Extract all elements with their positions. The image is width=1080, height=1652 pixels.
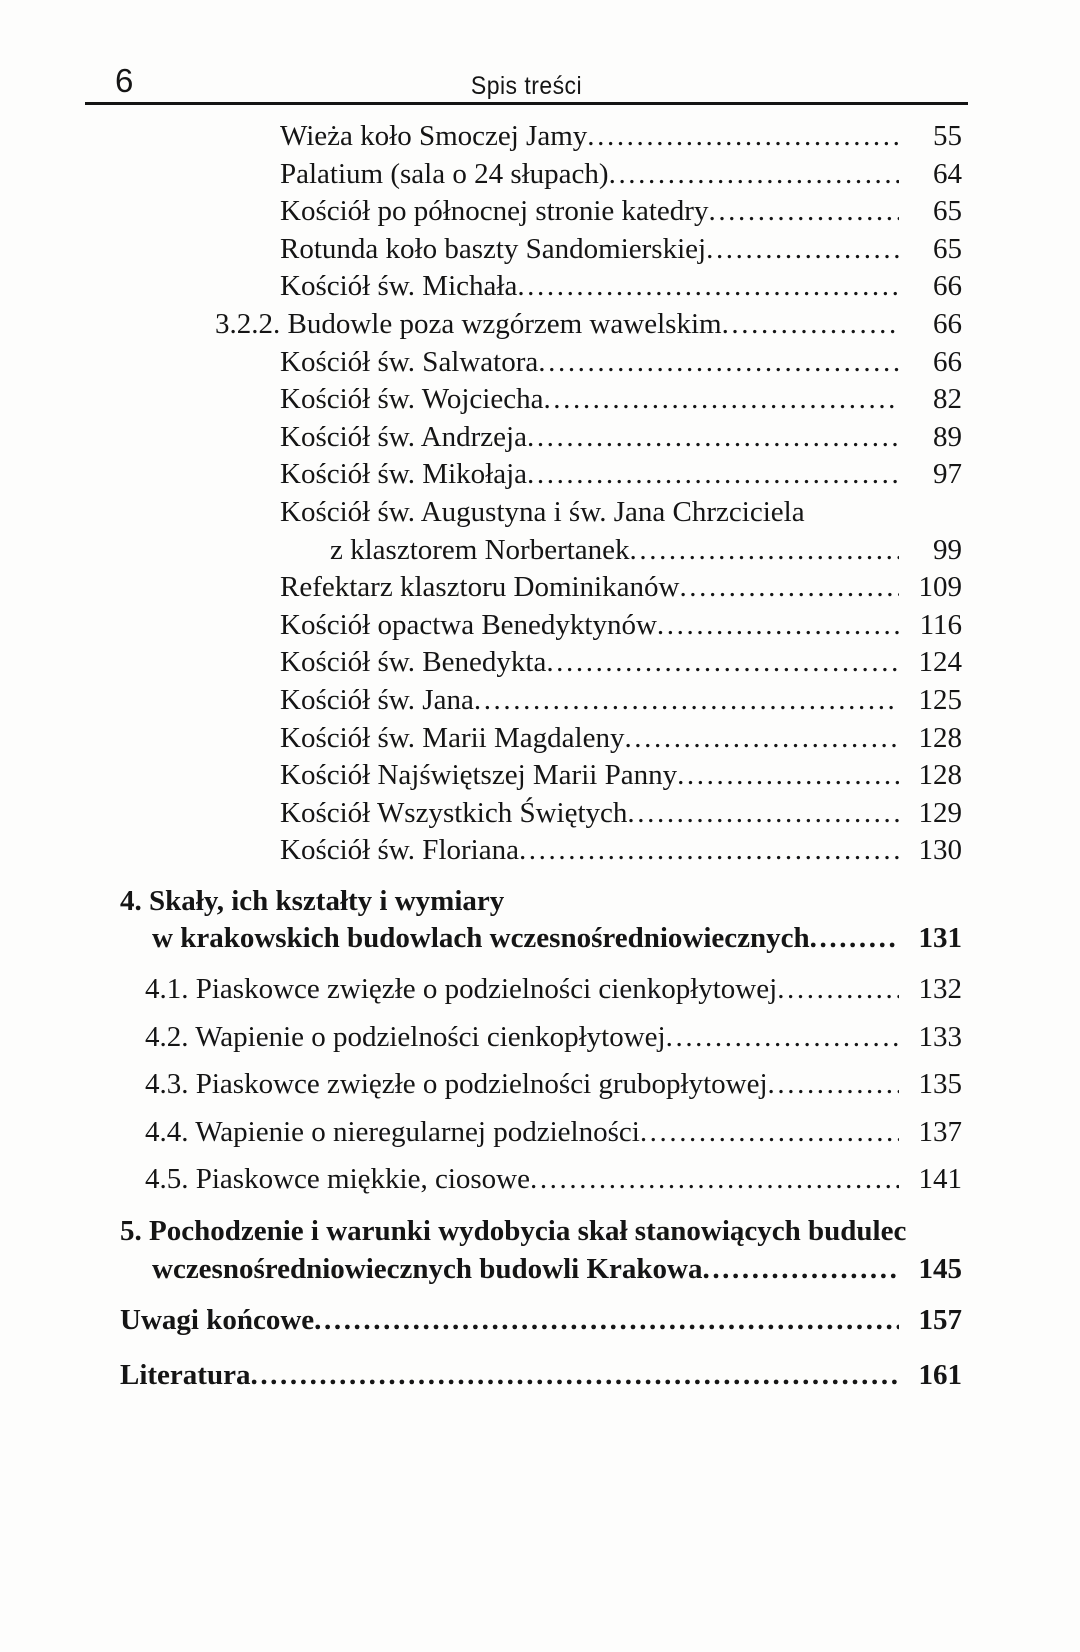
toc-entry — [215, 306, 962, 344]
dot-leader — [630, 532, 899, 570]
toc-entry-label: Kościół św. Mikołaja — [280, 458, 528, 491]
toc-entry — [280, 757, 962, 795]
toc-entry-page: 130 — [918, 834, 962, 867]
dot-leader — [640, 1114, 899, 1152]
toc-entry-page: 132 — [918, 973, 962, 1006]
dot-leader — [546, 644, 899, 682]
toc-entry-page: 128 — [918, 721, 962, 754]
dot-leader — [666, 1019, 899, 1057]
dot-leader — [519, 832, 899, 870]
toc-entry-label: Rotunda koło baszty Sandomierskiej — [280, 232, 707, 265]
toc-entry — [145, 1161, 962, 1199]
toc-entry — [280, 494, 962, 532]
dot-leader — [587, 118, 899, 156]
toc-entry — [145, 1066, 962, 1104]
toc-entry-page: 116 — [919, 608, 962, 641]
toc-entry-label: Kościół św. Andrzeja — [280, 420, 527, 453]
toc-entry-label: Kościół św. Marii Magdaleny — [280, 721, 625, 754]
toc-entry-label: wczesnośredniowiecznych budowli Krakowa — [152, 1252, 703, 1285]
toc-entry-label: Refektarz klasztoru Dominikanów — [280, 571, 680, 604]
toc-entry-page: 65 — [933, 232, 962, 265]
dot-leader — [538, 344, 899, 382]
toc-entry — [280, 118, 962, 156]
dot-leader — [474, 682, 899, 720]
toc-entry — [145, 971, 962, 1009]
toc-entry — [280, 268, 962, 306]
running-title: Spis treści — [470, 72, 583, 100]
toc-entry-label: z klasztorem Norbertanek — [330, 533, 630, 566]
toc-entry-page: 133 — [918, 1020, 962, 1053]
toc-entry — [280, 156, 962, 194]
toc-entry-page: 157 — [918, 1304, 962, 1337]
toc-entry-page: 89 — [933, 420, 962, 453]
toc-entry-page: 65 — [933, 195, 962, 228]
toc-entry-label: Kościół św. Jana — [280, 683, 474, 716]
toc-entry-page: 66 — [933, 345, 962, 378]
dot-leader — [777, 971, 899, 1009]
toc-section-heading-line2 — [152, 920, 962, 958]
dot-leader — [609, 156, 899, 194]
toc-section-heading — [120, 1302, 962, 1340]
toc-entry-page: 125 — [918, 683, 962, 716]
dot-leader — [708, 193, 899, 231]
toc-entry-label: Kościół św. Salwatora — [280, 345, 539, 378]
dot-leader — [527, 456, 899, 494]
table-of-contents — [0, 118, 962, 1394]
toc-entry — [145, 1019, 962, 1057]
dot-leader — [543, 381, 899, 419]
toc-entry-label: Palatium (sala o 24 słupach) — [280, 157, 609, 190]
toc-entry-page: 161 — [918, 1358, 962, 1391]
toc-entry — [280, 607, 962, 645]
toc-entry — [280, 193, 962, 231]
toc-entry-label: Kościół św. Augustyna i św. Jana Chrzciciela — [280, 495, 805, 528]
toc-entry-page: 141 — [918, 1163, 962, 1196]
toc-entry-label: 4. Skały, ich kształty i wymiary — [120, 884, 505, 917]
toc-entry-page: 55 — [933, 120, 962, 152]
page-number: 6 — [115, 62, 134, 99]
toc-entry-label: Wieża koło Smoczej Jamy — [280, 120, 588, 152]
toc-entry-label: Uwagi końcowe — [120, 1304, 315, 1337]
toc-entry-label: Kościół św. Wojciecha — [280, 383, 544, 416]
toc-entry-label: Kościół po północnej stronie katedry — [280, 195, 709, 228]
toc-entry-label: Literatura — [120, 1358, 251, 1391]
dot-leader — [677, 757, 899, 795]
toc-entry-page: 66 — [933, 270, 962, 303]
toc-entry — [280, 381, 962, 419]
dot-leader — [679, 569, 899, 607]
toc-entry — [145, 1114, 962, 1152]
toc-entry-label: Kościół Wszystkich Świętych — [280, 796, 628, 829]
header-rule — [85, 102, 968, 105]
dot-leader — [768, 1066, 899, 1104]
toc-entry — [330, 532, 962, 570]
dot-leader — [810, 920, 899, 958]
toc-entry-page: 131 — [918, 922, 962, 955]
toc-section-heading — [120, 1357, 962, 1395]
toc-entry-label: Kościół św. Benedykta — [280, 646, 547, 679]
running-header — [85, 58, 968, 104]
dot-leader — [314, 1302, 899, 1340]
toc-entry — [280, 720, 962, 758]
toc-entry-page: 128 — [918, 759, 962, 792]
toc-entry — [280, 569, 962, 607]
toc-entry — [280, 419, 962, 457]
toc-section-heading — [120, 1213, 962, 1251]
toc-entry-label: 4.4. Wapienie o nieregularnej podzielności — [145, 1115, 640, 1148]
dot-leader — [624, 720, 899, 758]
toc-entry-label: Kościół opactwa Benedyktynów — [280, 608, 657, 641]
toc-entry — [280, 644, 962, 682]
toc-entry-page: 109 — [918, 571, 962, 604]
toc-entry-page: 137 — [918, 1115, 962, 1148]
toc-entry-label: 3.2.2. Budowle poza wzgórzem wawelskim — [215, 307, 722, 340]
toc-entry-label: Kościół Najświętszej Marii Panny — [280, 759, 678, 792]
toc-entry-page: 99 — [933, 533, 962, 566]
dot-leader — [627, 795, 899, 833]
toc-entry — [280, 682, 962, 720]
toc-entry-label: 4.3. Piaskowce zwięzłe o podzielności grubopłytowej — [145, 1068, 768, 1101]
toc-entry-page: 135 — [918, 1068, 962, 1101]
toc-entry-label: 4.5. Piaskowce miękkie, ciosowe — [145, 1163, 530, 1196]
toc-entry-label: 4.1. Piaskowce zwięzłe o podzielności cienkopłytowej — [145, 973, 778, 1006]
toc-entry-label: w krakowskich budowlach wczesnośredniowiecznych — [152, 922, 810, 955]
dot-leader — [722, 306, 899, 344]
toc-entry-page: 66 — [933, 307, 962, 340]
dot-leader — [530, 1161, 899, 1199]
toc-entry — [280, 795, 962, 833]
toc-section-heading-line2 — [152, 1251, 962, 1289]
toc-entry-page: 129 — [918, 796, 962, 829]
toc-entry-label: Kościół św. Floriana — [280, 834, 519, 867]
toc-entry-page: 64 — [933, 157, 962, 190]
dot-leader — [517, 268, 899, 306]
toc-entry-page: 82 — [933, 383, 962, 416]
toc-entry — [280, 231, 962, 269]
toc-entry-label: 5. Pochodzenie i warunki wydobycia skał stanowiących budulec — [120, 1215, 907, 1248]
toc-entry-page: 145 — [918, 1252, 962, 1285]
toc-entry-label: 4.2. Wapienie o podzielności cienkopłytowej — [145, 1020, 666, 1053]
dot-leader — [527, 419, 899, 457]
toc-entry-page: 124 — [918, 646, 962, 679]
dot-leader — [657, 607, 899, 645]
toc-entry-label: Kościół św. Michała — [280, 270, 518, 303]
toc-entry — [280, 344, 962, 382]
dot-leader — [706, 231, 899, 269]
dot-leader — [250, 1357, 899, 1395]
toc-entry — [280, 456, 962, 494]
toc-section-heading — [120, 883, 962, 921]
toc-entry — [280, 832, 962, 870]
dot-leader — [702, 1251, 899, 1289]
toc-entry-page: 97 — [933, 458, 962, 491]
